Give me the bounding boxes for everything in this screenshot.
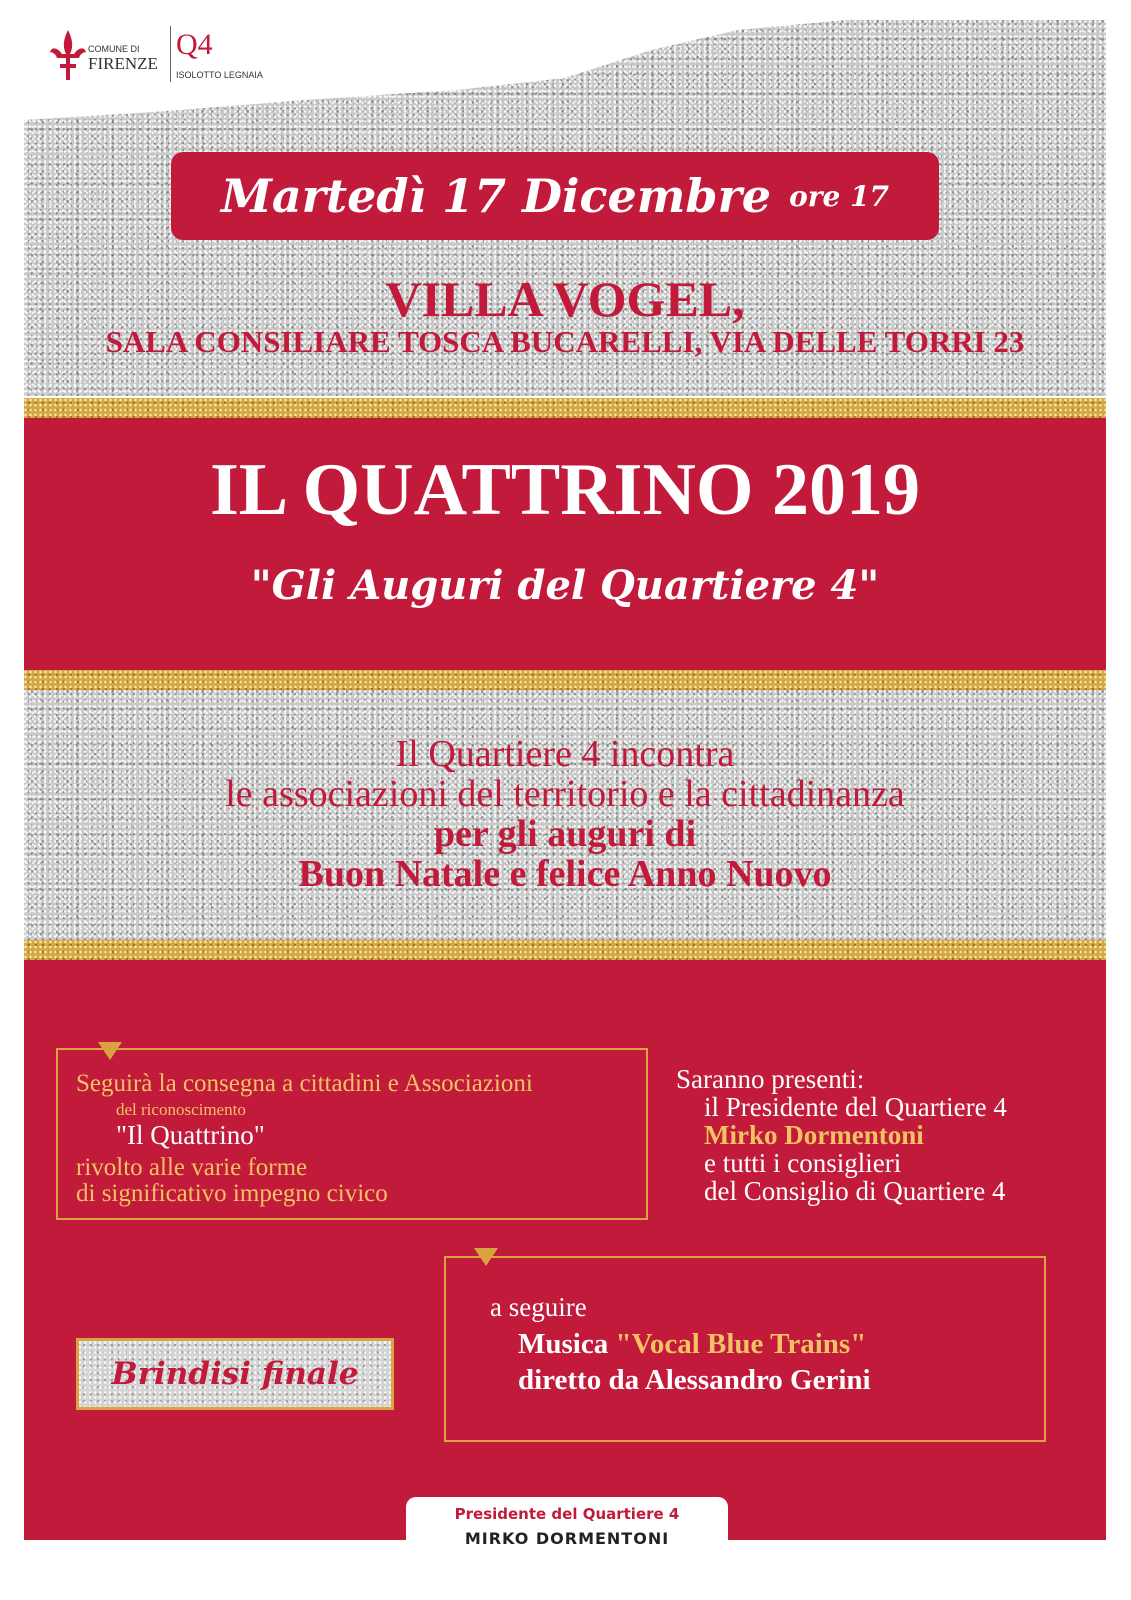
date-box [171,152,939,240]
gold-strip-bottom [24,940,1106,960]
attendees-line-1: il Presidente del Quartiere 4 [704,1092,1007,1122]
triangle-ornament-icon [474,1248,498,1266]
event-title: IL QUATTRINO 2019 [210,449,920,531]
triangle-ornament-icon [98,1042,122,1060]
music-intro: a seguire [490,1292,587,1322]
firenze-logo [48,28,166,82]
event-subtitle: "Gli Auguri del Quartiere 4" [250,562,880,609]
gold-strip-top [24,398,1106,418]
award-line-5: di significativo impegno civico [76,1180,388,1207]
award-line-2: del riconoscimento [116,1100,246,1119]
attendees-heading: Saranno presenti: [676,1064,865,1094]
gold-strip-middle [24,670,1106,690]
award-line-1: Seguirà la consegna a cittadini e Associazioni [76,1070,533,1097]
signature-box [406,1497,728,1555]
quarter-name-label: ISOLOTTO LEGNAIA [176,70,263,80]
quarter-logo [176,28,263,82]
event-date: Martedì 17 Dicembre [220,169,772,223]
signature-name: MIRKO DORMENTONI [464,1529,670,1548]
intro-text [24,734,1106,894]
music-box [444,1256,1046,1442]
attendees-line-2: e tutti i consiglieri [704,1148,902,1178]
intro-line-2: le associazioni del territorio e la cittadinanza [225,773,905,815]
signature-role: Presidente del Quartiere 4 [454,1505,680,1523]
bottom-red-background [24,960,1106,1540]
quarter-logo-mark: Q4 [176,28,213,61]
intro-line-3: per gli auguri di [433,813,697,855]
music-line [518,1328,866,1361]
attendees-president-name: Mirko Dormentoni [704,1120,924,1150]
logo-divider [170,26,171,82]
event-time: ore 17 [789,179,890,213]
city-small-label: COMUNE DI [88,44,140,54]
venue-name: VILLA VOGEL, [385,271,745,327]
intro-line-1: Il Quartiere 4 incontra [395,733,735,775]
intro-line-4: Buon Natale e felice Anno Nuovo [298,853,832,895]
award-line-3: "Il Quattrino" [116,1120,265,1150]
music-director: diretto da Alessandro Gerini [518,1364,871,1396]
attendees-line-3: del Consiglio di Quartiere 4 [704,1176,1006,1206]
award-line-4: rivolto alle varie forme [76,1154,308,1181]
city-label: FIRENZE [88,54,158,73]
lily-icon [48,28,88,82]
venue-address: SALA CONSILIARE TOSCA BUCARELLI, VIA DELLE TORRI 23 [105,324,1025,359]
music-prefix: Musica [518,1328,609,1360]
toast-badge: Brindisi finale [76,1338,394,1410]
award-box [56,1048,648,1220]
music-group: "Vocal Blue Trains" [615,1328,867,1360]
